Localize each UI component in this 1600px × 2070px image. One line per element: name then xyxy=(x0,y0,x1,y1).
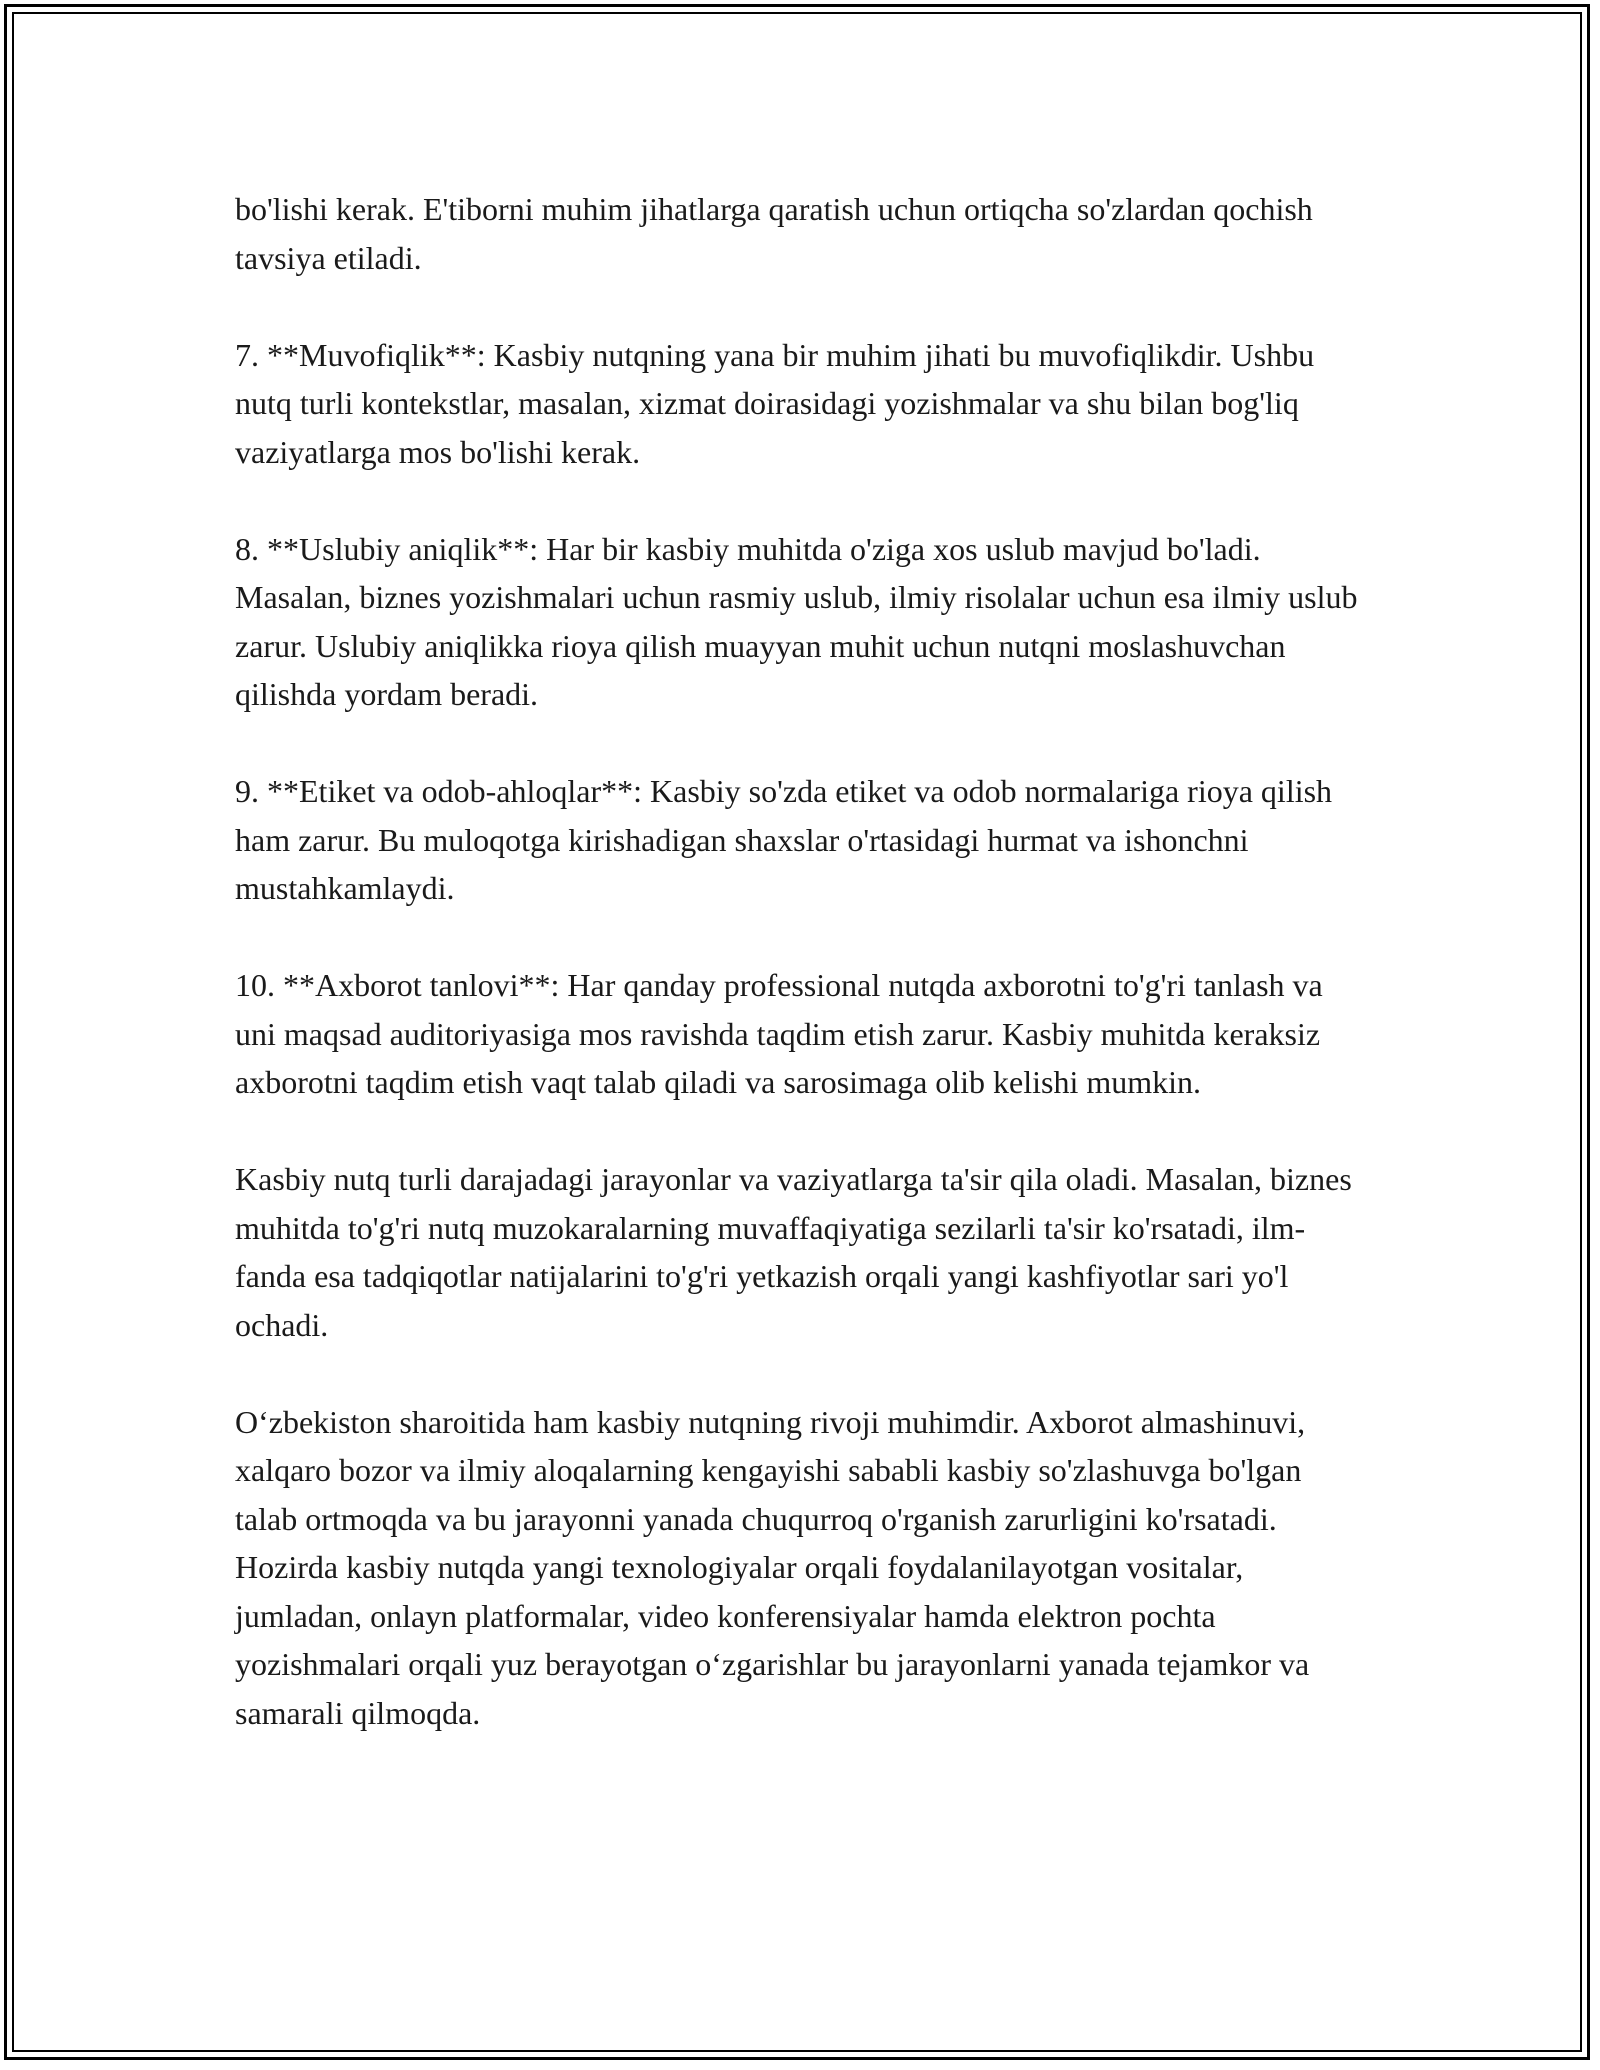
document-body xyxy=(235,185,1370,1737)
paragraph-uzbekistan: O‘zbekiston sharoitida ham kasbiy nutqning rivoji muhimdir. Axborot almashinuvi, xalqaro bozor va ilmiy aloqalarning kengayishi sababli kasbiy so'zlashuvga bo'lgan talab ortmoqda va bu jarayonni yanada chuqurroq o'rganish zarurligini ko'rsatadi. Hozirda kasbiy nutqda yangi texnologiyalar orqali foydalanilayotgan vositalar, jumladan, onlayn platformalar, video konferensiyalar hamda elektron pochta yozishmalari orqali yuz berayotgan o‘zgarishlar bu jarayonlarni yanada tejamkor va samarali qilmoqda. xyxy=(235,1403,1310,1731)
paragraph-item-9: 9. **Etiket va odob-ahloqlar**: Kasbiy so'zda etiket va odob normalariga rioya qilish ham zarur. Bu muloqotga kirishadigan shaxslar o'rtasidagi hurmat va ishonchni mustahkamlaydi. xyxy=(235,773,1333,906)
paragraph-continuation: bo'lishi kerak. E'tiborni muhim jihatlarga qaratish uchun ortiqcha so'zlardan qochish tavsiya etiladi. xyxy=(235,191,1313,276)
paragraph-item-10: 10. **Axborot tanlovi**: Har qanday professional nutqda axborotni to'g'ri tanlash va uni maqsad auditoriyasiga mos ravishda taqdim etish zarur. Kasbiy muhitda keraksiz axborotni taqdim etish vaqt talab qiladi va sarosimaga olib kelishi mumkin. xyxy=(235,967,1323,1100)
paragraph-item-8: 8. **Uslubiy aniqlik**: Har bir kasbiy muhitda o'ziga xos uslub mavjud bo'ladi. Masalan, biznes yozishmalari uchun rasmiy uslub, ilmiy risolalar uchun esa ilmiy uslub zarur. Uslubiy aniqlikka rioya qilish muayyan muhit uchun nutqni moslashuvchan qilishda yordam beradi. xyxy=(235,530,1358,712)
paragraph-item-7: 7. **Muvofiqlik**: Kasbiy nutqning yana bir muhim jihati bu muvofiqlikdir. Ushbu nutq turli kontekstlar, masalan, xizmat doirasidagi yozishmalar va shu bilan bog'liq vaziyatlarga mos bo'lishi kerak. xyxy=(235,336,1315,470)
paragraph-impact: Kasbiy nutq turli darajadagi jarayonlar va vaziyatlarga ta'sir qila oladi. Masalan, biznes muhitda to'g'ri nutq muzokaralarning muvaffaqiyatiga sezilarli ta'sir ko'rsatadi, ilm-fanda esa tadqiqotlar natijalarini to'g'ri yetkazish orqali yangi kashfiyotlar sari yo'l ochadi. xyxy=(235,1161,1352,1343)
